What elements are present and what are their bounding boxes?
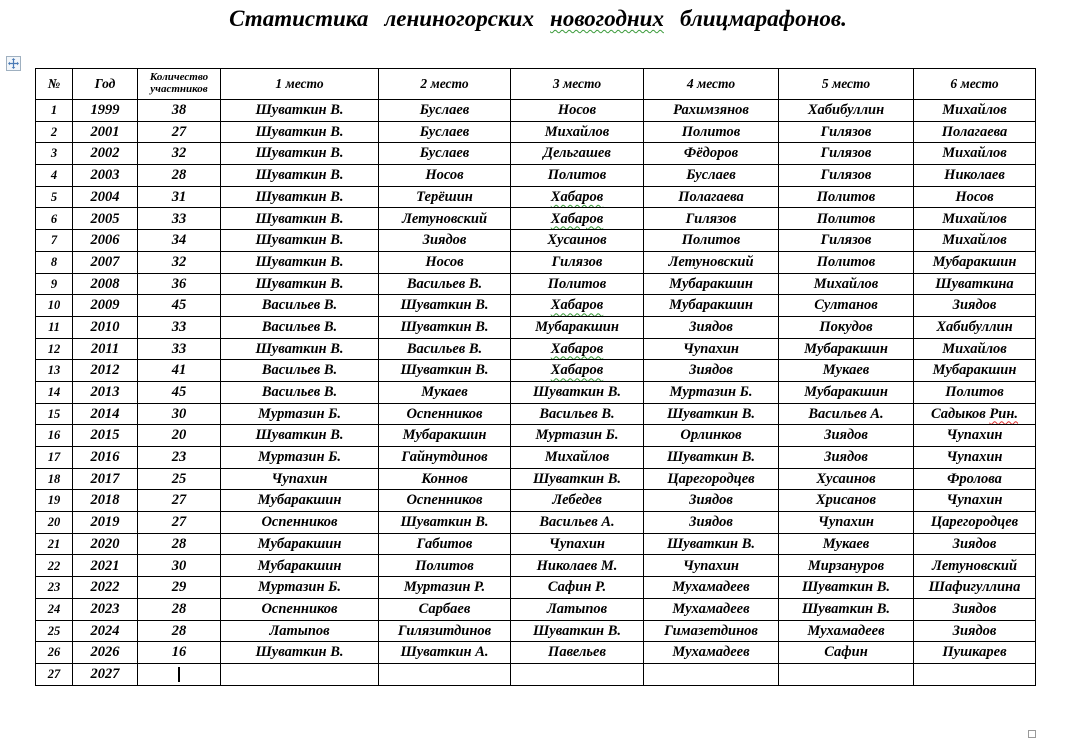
row-number-cell[interactable]: 17: [36, 447, 73, 469]
table-row: [36, 642, 1036, 664]
place-cell[interactable]: Мухамадеев: [779, 620, 914, 642]
column-header[interactable]: 2 место: [379, 69, 511, 100]
row-number-cell[interactable]: 21: [36, 533, 73, 555]
misspelled-word: Хабаров: [550, 340, 604, 357]
table-row: [36, 100, 1036, 122]
place-cell[interactable]: Павельев: [511, 642, 644, 664]
row-number-cell[interactable]: 16: [36, 425, 73, 447]
place-cell[interactable]: Михайлов: [914, 230, 1036, 252]
place-cell[interactable]: Фёдоров: [644, 143, 779, 165]
title-text-before: Статистика лениногорских: [229, 6, 551, 31]
place-cell[interactable]: Мирзануров: [779, 555, 914, 577]
place-cell[interactable]: Шуваткин В.: [221, 100, 379, 122]
table-row: [36, 251, 1036, 273]
header-row: [36, 69, 1036, 100]
year-cell[interactable]: 2017: [73, 468, 138, 490]
table-row: [36, 121, 1036, 143]
misspelled-word: Хабаров: [550, 297, 604, 314]
place-cell[interactable]: Гилязов: [644, 208, 779, 230]
place-cell[interactable]: Сафин: [779, 642, 914, 664]
place-cell[interactable]: Султанов: [779, 295, 914, 317]
year-cell[interactable]: 2018: [73, 490, 138, 512]
row-number-cell[interactable]: 2: [36, 121, 73, 143]
place-cell[interactable]: Васильев В.: [379, 338, 511, 360]
place-cell[interactable]: Политов: [644, 230, 779, 252]
place-cell[interactable]: Михайлов: [779, 273, 914, 295]
place-cell[interactable]: [511, 208, 644, 230]
place-cell[interactable]: Чупахин: [221, 468, 379, 490]
place-cell[interactable]: Михайлов: [914, 100, 1036, 122]
place-cell[interactable]: [511, 338, 644, 360]
place-cell[interactable]: Политов: [779, 186, 914, 208]
table-row: [36, 360, 1036, 382]
place-cell[interactable]: Зиядов: [644, 316, 779, 338]
table-row: [36, 468, 1036, 490]
place-cell[interactable]: Муртазин Р.: [379, 577, 511, 599]
year-cell[interactable]: 2012: [73, 360, 138, 382]
participants-cell[interactable]: 45: [138, 381, 221, 403]
place-cell[interactable]: [511, 295, 644, 317]
place-cell[interactable]: Зиядов: [644, 360, 779, 382]
table-row: [36, 663, 1036, 685]
column-header[interactable]: 4 место: [644, 69, 779, 100]
place-cell[interactable]: Мубаракшин: [511, 316, 644, 338]
row-number-cell[interactable]: 11: [36, 316, 73, 338]
place-cell[interactable]: Шуваткин А.: [379, 642, 511, 664]
year-cell[interactable]: 2005: [73, 208, 138, 230]
participants-cell[interactable]: 33: [138, 208, 221, 230]
place-cell[interactable]: Михайлов: [914, 338, 1036, 360]
place-cell[interactable]: Гилязов: [779, 165, 914, 187]
place-cell[interactable]: Носов: [379, 251, 511, 273]
place-cell[interactable]: Орлинков: [644, 425, 779, 447]
participants-cell[interactable]: 25: [138, 468, 221, 490]
place-cell[interactable]: Чупахин: [914, 490, 1036, 512]
place-cell[interactable]: Шуваткин В.: [779, 598, 914, 620]
place-cell[interactable]: Мухамадеев: [644, 598, 779, 620]
place-cell[interactable]: Михайлов: [914, 143, 1036, 165]
table-move-handle[interactable]: [6, 56, 21, 71]
place-cell[interactable]: Шуваткин В.: [779, 577, 914, 599]
place-cell[interactable]: Мубаракшин: [644, 295, 779, 317]
place-cell[interactable]: Носов: [914, 186, 1036, 208]
row-number-cell[interactable]: 13: [36, 360, 73, 382]
row-number-cell[interactable]: 1: [36, 100, 73, 122]
row-number-cell[interactable]: 5: [36, 186, 73, 208]
year-cell[interactable]: 1999: [73, 100, 138, 122]
place-cell[interactable]: Шуваткин В.: [221, 642, 379, 664]
row-number-cell[interactable]: 10: [36, 295, 73, 317]
place-cell[interactable]: Муртазин Б.: [511, 425, 644, 447]
misspelled-word: Хабаров: [550, 210, 604, 227]
place-cell[interactable]: Политов: [379, 555, 511, 577]
year-cell[interactable]: 2004: [73, 186, 138, 208]
row-number-cell[interactable]: 4: [36, 165, 73, 187]
place-cell[interactable]: Мубаракшин: [379, 425, 511, 447]
year-cell[interactable]: 2023: [73, 598, 138, 620]
place-cell[interactable]: Терёшин: [379, 186, 511, 208]
place-cell[interactable]: Шуваткин В.: [644, 403, 779, 425]
place-cell[interactable]: Михайлов: [511, 121, 644, 143]
place-cell[interactable]: Гимазетдинов: [644, 620, 779, 642]
place-cell[interactable]: Шуваткин В.: [221, 273, 379, 295]
place-cell[interactable]: Буслаев: [379, 121, 511, 143]
year-cell[interactable]: 2027: [73, 663, 138, 685]
place-cell[interactable]: Коннов: [379, 468, 511, 490]
place-cell[interactable]: Васильев В.: [221, 295, 379, 317]
place-cell[interactable]: Муртазин Б.: [644, 381, 779, 403]
place-cell[interactable]: Гилязов: [779, 121, 914, 143]
row-number-cell[interactable]: 22: [36, 555, 73, 577]
place-cell[interactable]: [511, 186, 644, 208]
place-cell[interactable]: Хусаинов: [511, 230, 644, 252]
place-cell[interactable]: Мухамадеев: [644, 642, 779, 664]
table-row: [36, 230, 1036, 252]
place-cell[interactable]: [511, 360, 644, 382]
year-cell[interactable]: 2014: [73, 403, 138, 425]
table-row: [36, 533, 1036, 555]
place-cell[interactable]: Мубаракшин: [644, 273, 779, 295]
year-cell[interactable]: 2010: [73, 316, 138, 338]
row-number-cell[interactable]: 15: [36, 403, 73, 425]
column-header[interactable]: 5 место: [779, 69, 914, 100]
row-number-cell[interactable]: 23: [36, 577, 73, 599]
move-arrows-icon: [8, 58, 19, 69]
table-row: [36, 208, 1036, 230]
place-cell[interactable]: Хабибуллин: [779, 100, 914, 122]
place-cell[interactable]: [221, 663, 379, 685]
place-cell[interactable]: Чупахин: [644, 338, 779, 360]
place-cell[interactable]: Васильев В.: [379, 273, 511, 295]
place-cell[interactable]: Летуновский: [644, 251, 779, 273]
place-cell[interactable]: Мубаракшин: [914, 251, 1036, 273]
participants-cell[interactable]: 31: [138, 186, 221, 208]
row-number-cell[interactable]: 27: [36, 663, 73, 685]
place-cell[interactable]: Михайлов: [914, 208, 1036, 230]
place-cell[interactable]: Оспенников: [379, 490, 511, 512]
place-cell[interactable]: Чупахин: [644, 555, 779, 577]
place-cell[interactable]: Шуваткин В.: [379, 295, 511, 317]
place-cell[interactable]: Шуваткин В.: [379, 512, 511, 534]
table-row: [36, 490, 1036, 512]
place-cell[interactable]: Фролова: [914, 468, 1036, 490]
place-cell[interactable]: Шуваткин В.: [511, 620, 644, 642]
place-cell[interactable]: Зиядов: [914, 620, 1036, 642]
place-cell[interactable]: Шуваткин В.: [644, 533, 779, 555]
place-cell[interactable]: [644, 663, 779, 685]
place-cell[interactable]: Шуваткин В.: [379, 316, 511, 338]
place-cell[interactable]: Мубаракшин: [221, 555, 379, 577]
place-cell[interactable]: Мубаракшин: [914, 360, 1036, 382]
place-cell[interactable]: Буслаев: [379, 143, 511, 165]
place-cell[interactable]: [511, 663, 644, 685]
place-cell[interactable]: Николаев: [914, 165, 1036, 187]
place-cell[interactable]: Муртазин Б.: [221, 447, 379, 469]
place-cell[interactable]: Оспенников: [221, 512, 379, 534]
place-cell[interactable]: Носов: [379, 165, 511, 187]
year-cell[interactable]: 2002: [73, 143, 138, 165]
place-cell[interactable]: Политов: [779, 208, 914, 230]
table-resize-handle[interactable]: [1028, 730, 1036, 738]
misspelled-word: Хабаров: [550, 362, 604, 379]
year-cell[interactable]: 2007: [73, 251, 138, 273]
table-row: [36, 381, 1036, 403]
participants-cell[interactable]: 27: [138, 490, 221, 512]
place-cell[interactable]: Васильев В.: [221, 381, 379, 403]
place-cell[interactable]: Чупахин: [914, 425, 1036, 447]
place-cell[interactable]: Шуваткин В.: [221, 143, 379, 165]
participants-cell[interactable]: 28: [138, 598, 221, 620]
year-cell[interactable]: 2024: [73, 620, 138, 642]
table-row: [36, 316, 1036, 338]
place-cell[interactable]: Шуваткин В.: [221, 165, 379, 187]
participants-cell[interactable]: 32: [138, 251, 221, 273]
table-row: [36, 273, 1036, 295]
place-cell[interactable]: Мухамадеев: [644, 577, 779, 599]
participants-cell[interactable]: 41: [138, 360, 221, 382]
participants-cell[interactable]: 36: [138, 273, 221, 295]
column-header[interactable]: 3 место: [511, 69, 644, 100]
place-cell[interactable]: Рахимзянов: [644, 100, 779, 122]
participants-cell[interactable]: 16: [138, 642, 221, 664]
table-row: [36, 577, 1036, 599]
place-cell[interactable]: [779, 663, 914, 685]
place-cell[interactable]: Гилязитдинов: [379, 620, 511, 642]
place-cell[interactable]: Полагаева: [644, 186, 779, 208]
place-cell[interactable]: Латыпов: [221, 620, 379, 642]
place-cell[interactable]: Покудов: [779, 316, 914, 338]
row-number-cell[interactable]: 12: [36, 338, 73, 360]
participants-cell[interactable]: 28: [138, 533, 221, 555]
place-cell[interactable]: Лебедев: [511, 490, 644, 512]
results-table: [35, 68, 1036, 686]
table-row: [36, 295, 1036, 317]
place-cell[interactable]: Политов: [779, 251, 914, 273]
place-cell[interactable]: Политов: [511, 165, 644, 187]
place-cell[interactable]: Буслаев: [379, 100, 511, 122]
year-cell[interactable]: 2009: [73, 295, 138, 317]
place-cell[interactable]: Зиядов: [914, 598, 1036, 620]
row-number-cell[interactable]: 25: [36, 620, 73, 642]
place-cell[interactable]: Зиядов: [644, 512, 779, 534]
place-cell[interactable]: Мубаракшин: [779, 381, 914, 403]
participants-cell[interactable]: 20: [138, 425, 221, 447]
place-cell[interactable]: Зиядов: [914, 533, 1036, 555]
place-cell[interactable]: Михайлов: [511, 447, 644, 469]
year-cell[interactable]: 2021: [73, 555, 138, 577]
place-cell[interactable]: Мукаев: [379, 381, 511, 403]
place-cell[interactable]: Шуваткин В.: [511, 381, 644, 403]
table-row: [36, 512, 1036, 534]
row-number-cell[interactable]: 24: [36, 598, 73, 620]
place-cell[interactable]: Буслаев: [644, 165, 779, 187]
place-cell[interactable]: Шуваткин В.: [221, 230, 379, 252]
place-cell[interactable]: Сарбаев: [379, 598, 511, 620]
row-number-cell[interactable]: 18: [36, 468, 73, 490]
place-cell[interactable]: Летуновский: [379, 208, 511, 230]
place-cell[interactable]: Политов: [511, 273, 644, 295]
participants-cell[interactable]: 30: [138, 555, 221, 577]
place-cell[interactable]: Шуваткин В.: [644, 447, 779, 469]
place-cell[interactable]: Сафин Р.: [511, 577, 644, 599]
year-cell[interactable]: 2015: [73, 425, 138, 447]
place-cell[interactable]: [379, 663, 511, 685]
place-cell[interactable]: Мубаракшин: [221, 490, 379, 512]
place-cell[interactable]: Гилязов: [779, 143, 914, 165]
place-cell[interactable]: Шуваткин В.: [221, 186, 379, 208]
place-cell[interactable]: Шуваткин В.: [221, 338, 379, 360]
table-row: [36, 143, 1036, 165]
place-cell[interactable]: Чупахин: [511, 533, 644, 555]
place-cell[interactable]: Дельгашев: [511, 143, 644, 165]
table-row: [36, 186, 1036, 208]
participants-cell[interactable]: 28: [138, 165, 221, 187]
place-cell[interactable]: Чупахин: [779, 512, 914, 534]
place-cell[interactable]: Царегородцев: [914, 512, 1036, 534]
place-cell[interactable]: Мубаракшин: [779, 338, 914, 360]
place-cell[interactable]: Шафигуллина: [914, 577, 1036, 599]
place-cell[interactable]: Латыпов: [511, 598, 644, 620]
title-misspelled-word: новогодних: [550, 6, 664, 31]
place-cell[interactable]: Хусаинов: [779, 468, 914, 490]
place-cell[interactable]: Гилязов: [779, 230, 914, 252]
column-header[interactable]: Количество участников: [138, 69, 221, 100]
place-cell[interactable]: Васильев А.: [511, 512, 644, 534]
table-row: [36, 338, 1036, 360]
place-cell[interactable]: Мукаев: [779, 360, 914, 382]
participants-cell[interactable]: 28: [138, 620, 221, 642]
page-title[interactable]: [0, 6, 1076, 32]
place-cell[interactable]: Зиядов: [379, 230, 511, 252]
participants-cell[interactable]: 45: [138, 295, 221, 317]
row-number-cell[interactable]: 26: [36, 642, 73, 664]
table-row: [36, 620, 1036, 642]
participants-cell[interactable]: 33: [138, 338, 221, 360]
place-cell[interactable]: Носов: [511, 100, 644, 122]
place-cell[interactable]: Царегородцев: [644, 468, 779, 490]
column-header[interactable]: 1 место: [221, 69, 379, 100]
year-cell[interactable]: 2013: [73, 381, 138, 403]
place-cell[interactable]: Шуваткин В.: [511, 468, 644, 490]
participants-cell[interactable]: 30: [138, 403, 221, 425]
place-cell[interactable]: Политов: [914, 381, 1036, 403]
table-row: [36, 165, 1036, 187]
place-cell[interactable]: Гайнутдинов: [379, 447, 511, 469]
place-cell[interactable]: Чупахин: [914, 447, 1036, 469]
place-cell[interactable]: Садыков Рин.: [914, 403, 1036, 425]
text-cursor: [178, 667, 180, 682]
table-row: [36, 598, 1036, 620]
place-cell[interactable]: Политов: [644, 121, 779, 143]
row-number-cell[interactable]: 6: [36, 208, 73, 230]
misspelled-word: Рин.: [989, 405, 1019, 422]
participants-cell[interactable]: 27: [138, 512, 221, 534]
table-row: [36, 403, 1036, 425]
place-cell[interactable]: Васильев В.: [221, 316, 379, 338]
place-cell[interactable]: Шуваткин В.: [221, 251, 379, 273]
place-cell[interactable]: Шуваткин В.: [379, 360, 511, 382]
place-cell[interactable]: Гилязов: [511, 251, 644, 273]
year-cell[interactable]: 2020: [73, 533, 138, 555]
place-cell[interactable]: Пушкарев: [914, 642, 1036, 664]
participants-cell[interactable]: 27: [138, 121, 221, 143]
place-cell[interactable]: Шуваткин В.: [221, 208, 379, 230]
title-text-after: блицмарафонов.: [663, 6, 847, 31]
year-cell[interactable]: 2016: [73, 447, 138, 469]
misspelled-word: Хабаров: [550, 188, 604, 205]
row-number-cell[interactable]: 20: [36, 512, 73, 534]
place-cell[interactable]: Мубаракшин: [221, 533, 379, 555]
row-number-cell[interactable]: 3: [36, 143, 73, 165]
column-header[interactable]: №: [36, 69, 73, 100]
place-cell[interactable]: Муртазин Б.: [221, 577, 379, 599]
place-cell[interactable]: Хрисанов: [779, 490, 914, 512]
year-cell[interactable]: 2006: [73, 230, 138, 252]
row-number-cell[interactable]: 19: [36, 490, 73, 512]
participants-cell[interactable]: 38: [138, 100, 221, 122]
table-row: [36, 425, 1036, 447]
place-cell[interactable]: Габитов: [379, 533, 511, 555]
place-cell[interactable]: Зиядов: [644, 490, 779, 512]
row-number-cell[interactable]: 14: [36, 381, 73, 403]
place-cell[interactable]: Оспенников: [221, 598, 379, 620]
place-cell[interactable]: Летуновский: [914, 555, 1036, 577]
place-cell[interactable]: Васильев В.: [221, 360, 379, 382]
table-row: [36, 447, 1036, 469]
year-cell[interactable]: 2001: [73, 121, 138, 143]
place-cell[interactable]: Полагаева: [914, 121, 1036, 143]
place-cell[interactable]: [914, 663, 1036, 685]
year-cell[interactable]: 2022: [73, 577, 138, 599]
place-cell[interactable]: Мукаев: [779, 533, 914, 555]
place-cell[interactable]: Зиядов: [914, 295, 1036, 317]
place-cell[interactable]: Николаев М.: [511, 555, 644, 577]
table-row: [36, 555, 1036, 577]
row-number-cell[interactable]: 9: [36, 273, 73, 295]
place-cell[interactable]: Хабибуллин: [914, 316, 1036, 338]
place-cell[interactable]: Шуваткин В.: [221, 121, 379, 143]
place-cell[interactable]: Васильев А.: [779, 403, 914, 425]
year-cell[interactable]: 2019: [73, 512, 138, 534]
column-header[interactable]: 6 место: [914, 69, 1036, 100]
place-cell[interactable]: Шуваткина: [914, 273, 1036, 295]
row-number-cell[interactable]: 8: [36, 251, 73, 273]
participants-cell[interactable]: [138, 663, 221, 685]
place-cell[interactable]: Оспенников: [379, 403, 511, 425]
participants-cell[interactable]: 32: [138, 143, 221, 165]
place-cell[interactable]: Муртазин Б.: [221, 403, 379, 425]
year-cell[interactable]: 2003: [73, 165, 138, 187]
column-header[interactable]: Год: [73, 69, 138, 100]
year-cell[interactable]: 2011: [73, 338, 138, 360]
participants-cell[interactable]: 29: [138, 577, 221, 599]
participants-cell[interactable]: 34: [138, 230, 221, 252]
participants-cell[interactable]: 23: [138, 447, 221, 469]
place-cell[interactable]: Зиядов: [779, 425, 914, 447]
row-number-cell[interactable]: 7: [36, 230, 73, 252]
place-cell[interactable]: Зиядов: [779, 447, 914, 469]
year-cell[interactable]: 2008: [73, 273, 138, 295]
place-cell[interactable]: Васильев В.: [511, 403, 644, 425]
year-cell[interactable]: 2026: [73, 642, 138, 664]
place-cell[interactable]: Шуваткин В.: [221, 425, 379, 447]
participants-cell[interactable]: 33: [138, 316, 221, 338]
